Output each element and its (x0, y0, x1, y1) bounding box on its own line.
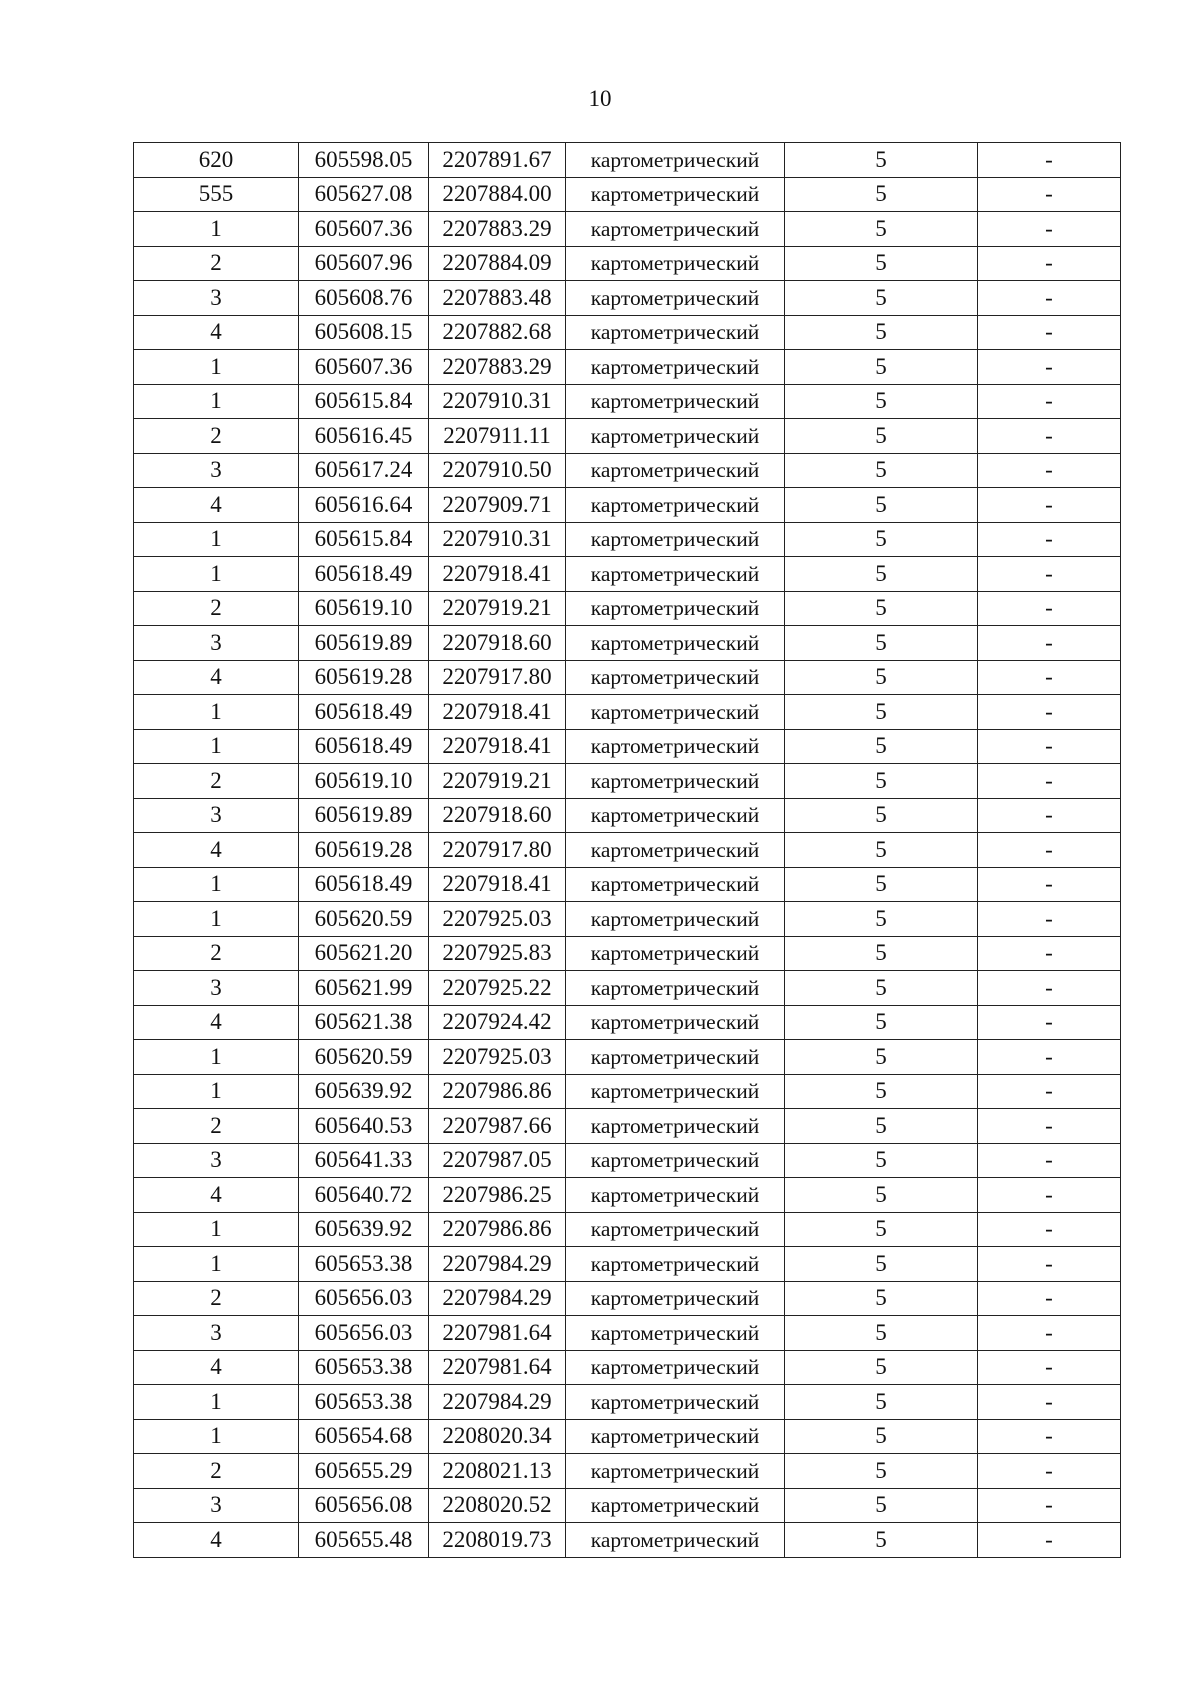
method-cell: картометрический (566, 695, 785, 730)
table-row (134, 764, 1121, 799)
x-coordinate-cell: 605640.53 (299, 1109, 429, 1144)
table-row (134, 1109, 1121, 1144)
y-coordinate-cell: 2207987.05 (429, 1143, 566, 1178)
note-cell: - (978, 1316, 1121, 1351)
note-cell: - (978, 1040, 1121, 1075)
accuracy-cell: 5 (785, 1316, 978, 1351)
y-coordinate-cell: 2207924.42 (429, 1005, 566, 1040)
y-coordinate-cell: 2207925.03 (429, 902, 566, 937)
accuracy-cell: 5 (785, 350, 978, 385)
note-cell: - (978, 488, 1121, 523)
x-coordinate-cell: 605640.72 (299, 1178, 429, 1213)
y-coordinate-cell: 2207984.29 (429, 1281, 566, 1316)
method-cell: картометрический (566, 1350, 785, 1385)
x-coordinate-cell: 605619.89 (299, 626, 429, 661)
table-row (134, 1488, 1121, 1523)
point-number-cell: 4 (134, 1350, 299, 1385)
note-cell: - (978, 1074, 1121, 1109)
note-cell: - (978, 1143, 1121, 1178)
accuracy-cell: 5 (785, 1281, 978, 1316)
note-cell: - (978, 177, 1121, 212)
point-number-cell: 1 (134, 557, 299, 592)
accuracy-cell: 5 (785, 1212, 978, 1247)
x-coordinate-cell: 605616.64 (299, 488, 429, 523)
x-coordinate-cell: 605619.89 (299, 798, 429, 833)
table-row (134, 1281, 1121, 1316)
x-coordinate-cell: 605618.49 (299, 867, 429, 902)
point-number-cell: 1 (134, 729, 299, 764)
x-coordinate-cell: 605639.92 (299, 1212, 429, 1247)
note-cell: - (978, 1385, 1121, 1420)
method-cell: картометрический (566, 764, 785, 799)
note-cell: - (978, 453, 1121, 488)
note-cell: - (978, 1178, 1121, 1213)
table-row (134, 522, 1121, 557)
point-number-cell: 3 (134, 1143, 299, 1178)
accuracy-cell: 5 (785, 419, 978, 454)
point-number-cell: 1 (134, 695, 299, 730)
table-row (134, 1454, 1121, 1489)
table-row (134, 1143, 1121, 1178)
note-cell: - (978, 626, 1121, 661)
method-cell: картометрический (566, 1281, 785, 1316)
point-number-cell: 2 (134, 1454, 299, 1489)
table-row (134, 833, 1121, 868)
point-number-cell: 3 (134, 971, 299, 1006)
table-row (134, 1040, 1121, 1075)
table-row (134, 281, 1121, 316)
method-cell: картометрический (566, 315, 785, 350)
coordinates-table-body (134, 143, 1121, 1558)
point-number-cell: 3 (134, 626, 299, 661)
x-coordinate-cell: 605617.24 (299, 453, 429, 488)
table-row (134, 695, 1121, 730)
method-cell: картометрический (566, 729, 785, 764)
point-number-cell: 2 (134, 419, 299, 454)
method-cell: картометрический (566, 1178, 785, 1213)
y-coordinate-cell: 2207917.80 (429, 660, 566, 695)
note-cell: - (978, 1350, 1121, 1385)
y-coordinate-cell: 2207918.60 (429, 626, 566, 661)
y-coordinate-cell: 2208020.52 (429, 1488, 566, 1523)
page-number: 10 (588, 86, 612, 111)
method-cell: картометрический (566, 1316, 785, 1351)
y-coordinate-cell: 2208019.73 (429, 1523, 566, 1558)
point-number-cell: 555 (134, 177, 299, 212)
point-number-cell: 1 (134, 350, 299, 385)
x-coordinate-cell: 605608.76 (299, 281, 429, 316)
note-cell: - (978, 246, 1121, 281)
table-row (134, 453, 1121, 488)
x-coordinate-cell: 605621.99 (299, 971, 429, 1006)
accuracy-cell: 5 (785, 729, 978, 764)
accuracy-cell: 5 (785, 867, 978, 902)
y-coordinate-cell: 2207984.29 (429, 1385, 566, 1420)
note-cell: - (978, 384, 1121, 419)
table-row (134, 971, 1121, 1006)
point-number-cell: 620 (134, 143, 299, 178)
note-cell: - (978, 1212, 1121, 1247)
x-coordinate-cell: 605639.92 (299, 1074, 429, 1109)
accuracy-cell: 5 (785, 177, 978, 212)
method-cell: картометрический (566, 557, 785, 592)
accuracy-cell: 5 (785, 1523, 978, 1558)
point-number-cell: 1 (134, 1074, 299, 1109)
y-coordinate-cell: 2207883.48 (429, 281, 566, 316)
note-cell: - (978, 971, 1121, 1006)
table-row (134, 867, 1121, 902)
table-row (134, 488, 1121, 523)
table-row (134, 1005, 1121, 1040)
table-row (134, 143, 1121, 178)
y-coordinate-cell: 2207918.41 (429, 867, 566, 902)
table-row (134, 177, 1121, 212)
y-coordinate-cell: 2207918.60 (429, 798, 566, 833)
note-cell: - (978, 833, 1121, 868)
y-coordinate-cell: 2207919.21 (429, 764, 566, 799)
accuracy-cell: 5 (785, 1385, 978, 1420)
point-number-cell: 1 (134, 1040, 299, 1075)
accuracy-cell: 5 (785, 557, 978, 592)
method-cell: картометрический (566, 1523, 785, 1558)
x-coordinate-cell: 605656.08 (299, 1488, 429, 1523)
point-number-cell: 2 (134, 591, 299, 626)
point-number-cell: 3 (134, 453, 299, 488)
method-cell: картометрический (566, 971, 785, 1006)
x-coordinate-cell: 605618.49 (299, 557, 429, 592)
table-row (134, 246, 1121, 281)
accuracy-cell: 5 (785, 936, 978, 971)
method-cell: картометрический (566, 936, 785, 971)
x-coordinate-cell: 605615.84 (299, 522, 429, 557)
x-coordinate-cell: 605607.36 (299, 212, 429, 247)
point-number-cell: 2 (134, 764, 299, 799)
method-cell: картометрический (566, 1419, 785, 1454)
point-number-cell: 4 (134, 1005, 299, 1040)
method-cell: картометрический (566, 488, 785, 523)
table-row (134, 626, 1121, 661)
method-cell: картометрический (566, 867, 785, 902)
point-number-cell: 1 (134, 902, 299, 937)
accuracy-cell: 5 (785, 902, 978, 937)
x-coordinate-cell: 605627.08 (299, 177, 429, 212)
table-row (134, 591, 1121, 626)
point-number-cell: 1 (134, 384, 299, 419)
note-cell: - (978, 315, 1121, 350)
y-coordinate-cell: 2207910.31 (429, 384, 566, 419)
table-row (134, 1350, 1121, 1385)
y-coordinate-cell: 2207882.68 (429, 315, 566, 350)
method-cell: картометрический (566, 1454, 785, 1489)
point-number-cell: 2 (134, 1109, 299, 1144)
point-number-cell: 3 (134, 798, 299, 833)
point-number-cell: 1 (134, 212, 299, 247)
accuracy-cell: 5 (785, 764, 978, 799)
y-coordinate-cell: 2207909.71 (429, 488, 566, 523)
point-number-cell: 2 (134, 936, 299, 971)
accuracy-cell: 5 (785, 488, 978, 523)
coordinates-table (133, 142, 1121, 1558)
accuracy-cell: 5 (785, 143, 978, 178)
method-cell: картометрический (566, 1212, 785, 1247)
method-cell: картометрический (566, 350, 785, 385)
point-number-cell: 4 (134, 315, 299, 350)
x-coordinate-cell: 605619.10 (299, 591, 429, 626)
accuracy-cell: 5 (785, 522, 978, 557)
accuracy-cell: 5 (785, 798, 978, 833)
point-number-cell: 1 (134, 522, 299, 557)
point-number-cell: 2 (134, 1281, 299, 1316)
x-coordinate-cell: 605618.49 (299, 729, 429, 764)
y-coordinate-cell: 2207981.64 (429, 1350, 566, 1385)
table-row (134, 729, 1121, 764)
x-coordinate-cell: 605641.33 (299, 1143, 429, 1178)
note-cell: - (978, 764, 1121, 799)
y-coordinate-cell: 2207891.67 (429, 143, 566, 178)
note-cell: - (978, 1488, 1121, 1523)
y-coordinate-cell: 2207925.22 (429, 971, 566, 1006)
point-number-cell: 1 (134, 867, 299, 902)
note-cell: - (978, 281, 1121, 316)
table-row (134, 660, 1121, 695)
method-cell: картометрический (566, 384, 785, 419)
point-number-cell: 1 (134, 1385, 299, 1420)
x-coordinate-cell: 605607.96 (299, 246, 429, 281)
point-number-cell: 4 (134, 833, 299, 868)
y-coordinate-cell: 2207884.09 (429, 246, 566, 281)
y-coordinate-cell: 2207883.29 (429, 350, 566, 385)
table-row (134, 936, 1121, 971)
x-coordinate-cell: 605620.59 (299, 902, 429, 937)
point-number-cell: 4 (134, 1178, 299, 1213)
point-number-cell: 1 (134, 1212, 299, 1247)
x-coordinate-cell: 605619.10 (299, 764, 429, 799)
note-cell: - (978, 902, 1121, 937)
accuracy-cell: 5 (785, 212, 978, 247)
x-coordinate-cell: 605656.03 (299, 1281, 429, 1316)
method-cell: картометрический (566, 902, 785, 937)
accuracy-cell: 5 (785, 453, 978, 488)
accuracy-cell: 5 (785, 1454, 978, 1489)
point-number-cell: 4 (134, 1523, 299, 1558)
y-coordinate-cell: 2207883.29 (429, 212, 566, 247)
method-cell: картометрический (566, 177, 785, 212)
method-cell: картометрический (566, 1143, 785, 1178)
accuracy-cell: 5 (785, 1178, 978, 1213)
note-cell: - (978, 1454, 1121, 1489)
note-cell: - (978, 660, 1121, 695)
x-coordinate-cell: 605598.05 (299, 143, 429, 178)
method-cell: картометрический (566, 1109, 785, 1144)
y-coordinate-cell: 2207884.00 (429, 177, 566, 212)
method-cell: картометрический (566, 1040, 785, 1075)
note-cell: - (978, 1247, 1121, 1282)
accuracy-cell: 5 (785, 1109, 978, 1144)
table-row (134, 1212, 1121, 1247)
method-cell: картометрический (566, 591, 785, 626)
y-coordinate-cell: 2207987.66 (429, 1109, 566, 1144)
y-coordinate-cell: 2208021.13 (429, 1454, 566, 1489)
point-number-cell: 4 (134, 660, 299, 695)
note-cell: - (978, 1005, 1121, 1040)
table-row (134, 419, 1121, 454)
y-coordinate-cell: 2207986.86 (429, 1212, 566, 1247)
note-cell: - (978, 936, 1121, 971)
x-coordinate-cell: 605621.38 (299, 1005, 429, 1040)
method-cell: картометрический (566, 1488, 785, 1523)
method-cell: картометрический (566, 143, 785, 178)
note-cell: - (978, 1281, 1121, 1316)
table-row (134, 1074, 1121, 1109)
table-row (134, 1419, 1121, 1454)
note-cell: - (978, 798, 1121, 833)
note-cell: - (978, 350, 1121, 385)
y-coordinate-cell: 2207917.80 (429, 833, 566, 868)
note-cell: - (978, 591, 1121, 626)
table-row (134, 1178, 1121, 1213)
y-coordinate-cell: 2207925.83 (429, 936, 566, 971)
x-coordinate-cell: 605619.28 (299, 660, 429, 695)
table-row (134, 1316, 1121, 1351)
y-coordinate-cell: 2207925.03 (429, 1040, 566, 1075)
accuracy-cell: 5 (785, 246, 978, 281)
note-cell: - (978, 867, 1121, 902)
y-coordinate-cell: 2207910.31 (429, 522, 566, 557)
y-coordinate-cell: 2207910.50 (429, 453, 566, 488)
method-cell: картометрический (566, 1385, 785, 1420)
x-coordinate-cell: 605620.59 (299, 1040, 429, 1075)
point-number-cell: 3 (134, 1488, 299, 1523)
method-cell: картометрический (566, 281, 785, 316)
x-coordinate-cell: 605655.48 (299, 1523, 429, 1558)
accuracy-cell: 5 (785, 384, 978, 419)
point-number-cell: 1 (134, 1419, 299, 1454)
method-cell: картометрический (566, 212, 785, 247)
table-row (134, 315, 1121, 350)
x-coordinate-cell: 605656.03 (299, 1316, 429, 1351)
accuracy-cell: 5 (785, 315, 978, 350)
table-row (134, 1247, 1121, 1282)
table-row (134, 798, 1121, 833)
note-cell: - (978, 419, 1121, 454)
x-coordinate-cell: 605615.84 (299, 384, 429, 419)
y-coordinate-cell: 2207918.41 (429, 557, 566, 592)
method-cell: картометрический (566, 453, 785, 488)
accuracy-cell: 5 (785, 1419, 978, 1454)
x-coordinate-cell: 605654.68 (299, 1419, 429, 1454)
table-row (134, 384, 1121, 419)
method-cell: картометрический (566, 1005, 785, 1040)
method-cell: картометрический (566, 1247, 785, 1282)
note-cell: - (978, 143, 1121, 178)
x-coordinate-cell: 605653.38 (299, 1247, 429, 1282)
method-cell: картометрический (566, 1074, 785, 1109)
y-coordinate-cell: 2207986.86 (429, 1074, 566, 1109)
note-cell: - (978, 522, 1121, 557)
method-cell: картометрический (566, 522, 785, 557)
note-cell: - (978, 1109, 1121, 1144)
table-row (134, 1523, 1121, 1558)
y-coordinate-cell: 2207918.41 (429, 729, 566, 764)
accuracy-cell: 5 (785, 660, 978, 695)
x-coordinate-cell: 605608.15 (299, 315, 429, 350)
y-coordinate-cell: 2207986.25 (429, 1178, 566, 1213)
method-cell: картометрический (566, 246, 785, 281)
note-cell: - (978, 1523, 1121, 1558)
accuracy-cell: 5 (785, 1005, 978, 1040)
x-coordinate-cell: 605653.38 (299, 1385, 429, 1420)
accuracy-cell: 5 (785, 695, 978, 730)
x-coordinate-cell: 605619.28 (299, 833, 429, 868)
y-coordinate-cell: 2207919.21 (429, 591, 566, 626)
method-cell: картометрический (566, 626, 785, 661)
point-number-cell: 2 (134, 246, 299, 281)
accuracy-cell: 5 (785, 1247, 978, 1282)
table-row (134, 557, 1121, 592)
y-coordinate-cell: 2207911.11 (429, 419, 566, 454)
accuracy-cell: 5 (785, 1040, 978, 1075)
method-cell: картометрический (566, 833, 785, 868)
accuracy-cell: 5 (785, 626, 978, 661)
accuracy-cell: 5 (785, 1350, 978, 1385)
method-cell: картометрический (566, 419, 785, 454)
note-cell: - (978, 212, 1121, 247)
note-cell: - (978, 1419, 1121, 1454)
x-coordinate-cell: 605616.45 (299, 419, 429, 454)
point-number-cell: 3 (134, 1316, 299, 1351)
x-coordinate-cell: 605607.36 (299, 350, 429, 385)
accuracy-cell: 5 (785, 1488, 978, 1523)
point-number-cell: 1 (134, 1247, 299, 1282)
note-cell: - (978, 557, 1121, 592)
table-row (134, 902, 1121, 937)
method-cell: картометрический (566, 660, 785, 695)
method-cell: картометрический (566, 798, 785, 833)
y-coordinate-cell: 2207918.41 (429, 695, 566, 730)
table-row (134, 1385, 1121, 1420)
table-row (134, 212, 1121, 247)
accuracy-cell: 5 (785, 1074, 978, 1109)
accuracy-cell: 5 (785, 971, 978, 1006)
x-coordinate-cell: 605655.29 (299, 1454, 429, 1489)
y-coordinate-cell: 2208020.34 (429, 1419, 566, 1454)
accuracy-cell: 5 (785, 591, 978, 626)
note-cell: - (978, 729, 1121, 764)
accuracy-cell: 5 (785, 1143, 978, 1178)
x-coordinate-cell: 605618.49 (299, 695, 429, 730)
point-number-cell: 4 (134, 488, 299, 523)
accuracy-cell: 5 (785, 281, 978, 316)
y-coordinate-cell: 2207981.64 (429, 1316, 566, 1351)
y-coordinate-cell: 2207984.29 (429, 1247, 566, 1282)
accuracy-cell: 5 (785, 833, 978, 868)
table-row (134, 350, 1121, 385)
note-cell: - (978, 695, 1121, 730)
x-coordinate-cell: 605653.38 (299, 1350, 429, 1385)
x-coordinate-cell: 605621.20 (299, 936, 429, 971)
point-number-cell: 3 (134, 281, 299, 316)
